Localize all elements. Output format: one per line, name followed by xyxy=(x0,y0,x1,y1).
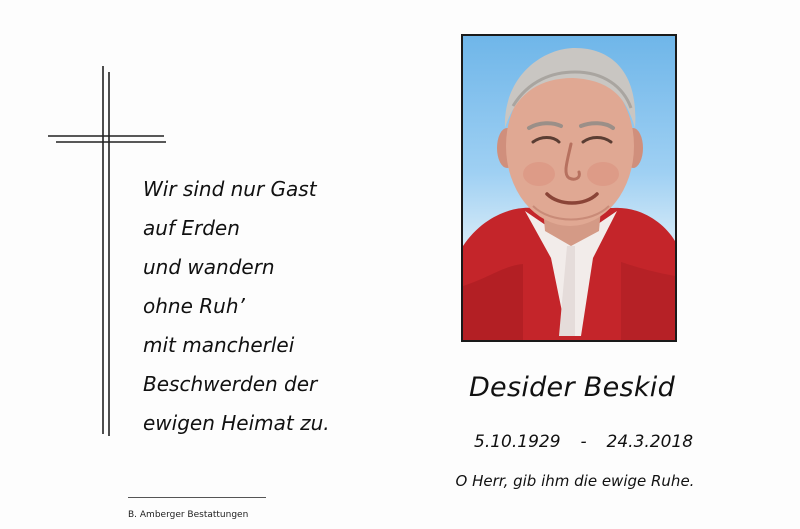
poem-line: und wandern xyxy=(143,255,275,279)
imprint xyxy=(128,497,266,521)
date-separator: - xyxy=(580,432,587,452)
poem-line: auf Erden xyxy=(143,216,240,240)
deceased-name: Desider Beskid xyxy=(468,372,676,403)
poem-line: ewigen Heimat zu. xyxy=(143,411,330,435)
poem-line: Wir sind nur Gast xyxy=(143,177,317,201)
poem-line: mit mancherlei xyxy=(143,333,295,357)
poem-line: Beschwerden der xyxy=(143,372,318,396)
death-date: 24.3.2018 xyxy=(606,432,694,452)
life-dates xyxy=(474,432,694,452)
birth-date: 5.10.1929 xyxy=(474,432,561,452)
blessing-text: O Herr, gib ihm die ewige Ruhe. xyxy=(455,472,695,490)
poem-line: ohne Ruh’ xyxy=(143,294,245,318)
imprint-text: B. Amberger Bestattungen xyxy=(128,510,249,520)
imprint-rule xyxy=(128,497,266,498)
poem xyxy=(143,172,403,445)
portrait-illustration xyxy=(463,36,675,340)
portrait-photo xyxy=(461,34,677,342)
